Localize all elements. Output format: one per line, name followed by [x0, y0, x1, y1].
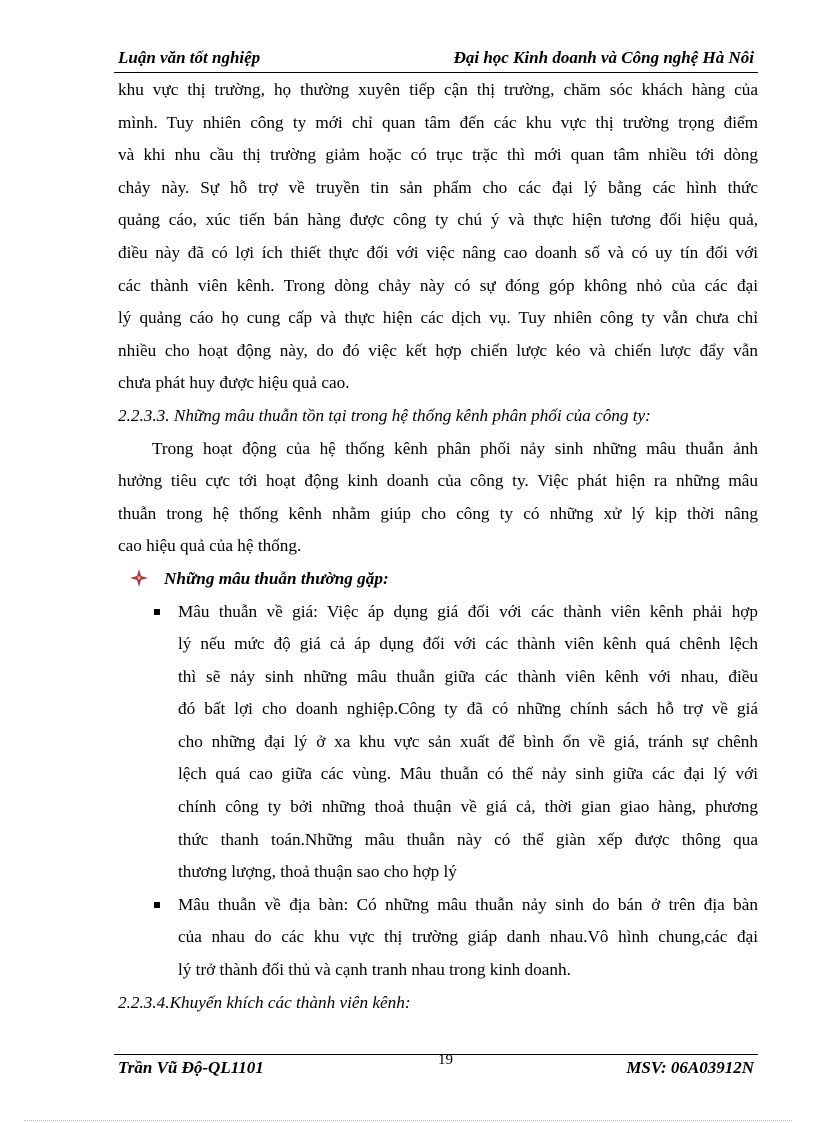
page-bottom-edge: [24, 1120, 792, 1121]
text-line: thì sẽ nảy sinh những mâu thuẫn giữa các thành viên kênh với nhau, điều: [178, 666, 758, 686]
text-line: các thành viên kênh. Trong dòng chảy này có sự đóng góp không nhỏ của các đại: [118, 275, 758, 295]
bullet-territory-conflict: [118, 889, 758, 987]
text-line: Trong hoạt động của hệ thống kênh phân phối nảy sinh những mâu thuẫn ảnh: [152, 438, 758, 458]
page-footer: [114, 1052, 758, 1080]
text-line: lý trở thành đối thủ và cạnh tranh nhau trong kinh doanh.: [178, 960, 571, 980]
paragraph-dong-chay: [118, 74, 758, 400]
text-line: lệch quá cao giữa các vùng. Mâu thuẫn có thể nảy sinh giữa các đại lý với: [178, 764, 758, 784]
text-line: mình. Tuy nhiên công ty mới chỉ quan tâm đến các khu vực thị trường trọng điểm: [118, 112, 758, 132]
document-body: [118, 74, 758, 1019]
section-heading-2234: 2.2.3.4.Khuyến khích các thành viên kênh:: [118, 992, 411, 1012]
header-thesis-title: Luận văn tốt nghiệp: [118, 48, 261, 67]
paragraph-mau-thuan-intro: [118, 433, 758, 563]
text-line: đó bất lợi cho doanh nghiệp.Công ty đã có những chính sách hỗ trợ về giá: [178, 699, 758, 719]
text-line: thuẫn trong hệ thống kênh nhằm giúp cho công ty có những xử lý kịp thời nâng: [118, 503, 758, 523]
footer-author: Trần Vũ Độ-QL1101: [118, 1058, 264, 1077]
text-line: chính công ty bởi những thoả thuận về giá cả, thời gian giao hàng, phương: [178, 797, 758, 817]
four-point-star-icon: [130, 569, 148, 587]
text-line: chưa phát huy được hiệu quả cao.: [118, 373, 350, 393]
footer-student-id: MSV: 06A03912N: [626, 1058, 754, 1077]
square-bullet-icon: [154, 902, 160, 908]
text-line: và khi nhu cầu thị trường giảm hoặc có trục trặc thì mới quan tâm nhiều tới dòng: [118, 145, 758, 165]
text-line: lý quảng cáo họ cung cấp và thực hiện các dịch vụ. Tuy nhiên công ty vẫn chưa chỉ: [118, 308, 758, 328]
text-line: quảng cáo, xúc tiến bán hàng được công ty chú ý và thực hiện tương đối hiệu quả,: [118, 210, 758, 230]
text-line: thức thanh toán.Những mâu thuẫn này có thể giàn xếp được thông qua: [178, 829, 758, 849]
header-university: Đại học Kinh doanh và Công nghệ Hà Nôi: [453, 48, 754, 67]
subheading-common-conflicts: [118, 563, 758, 596]
subheading-text: Những mâu thuẫn thường gặp:: [164, 568, 389, 588]
text-line: lý nếu mức độ giá cả áp dụng đối với các thành viên kênh quá chênh lệch: [178, 634, 758, 654]
text-line: của nhau do các khu vực thị trường giáp danh nhau.Vô hình chung,các đại: [178, 927, 758, 947]
bullet-price-conflict: [118, 596, 758, 889]
text-line: nhiều cho hoạt động này, do đó việc kết hợp chiến lược kéo và chiến lược đẩy vẫn: [118, 340, 758, 360]
section-heading-2233: 2.2.3.3. Những mâu thuẫn tồn tại trong hệ thống kênh phân phối của công ty:: [118, 405, 651, 425]
text-line: thương lượng, thoả thuận sao cho hợp lý: [178, 862, 457, 882]
page-header: [114, 44, 758, 73]
text-line: chảy này. Sự hỗ trợ về truyền tin sản phẩm cho các đại lý bằng các hình thức: [118, 177, 758, 197]
text-line: Mâu thuẫn về giá: Việc áp dụng giá đối với các thành viên kênh phải hợp: [178, 601, 758, 621]
square-bullet-icon: [154, 609, 160, 615]
text-line: khu vực thị trường, họ thường xuyên tiếp cận thị trường, chăm sóc khách hàng của: [118, 80, 758, 99]
text-line: cao hiệu quả của hệ thống.: [118, 536, 302, 556]
text-line: Mâu thuẫn về địa bàn: Có những mâu thuẫn nảy sinh do bán ở trên địa bàn: [178, 894, 758, 914]
text-line: cho những đại lý ở xa khu vực sản xuất để bình ổn về giá, tránh sự chênh: [178, 731, 758, 751]
page-number: 19: [438, 1052, 453, 1068]
text-line: hưởng tiêu cực tới hoạt động kinh doanh của công ty. Việc phát hiện ra những mâu: [118, 471, 758, 491]
footer-divider: [114, 1054, 758, 1055]
text-line: điều này đã có lợi ích thiết thực đối với việc nâng cao doanh số và có uy tín đối với: [118, 242, 758, 262]
